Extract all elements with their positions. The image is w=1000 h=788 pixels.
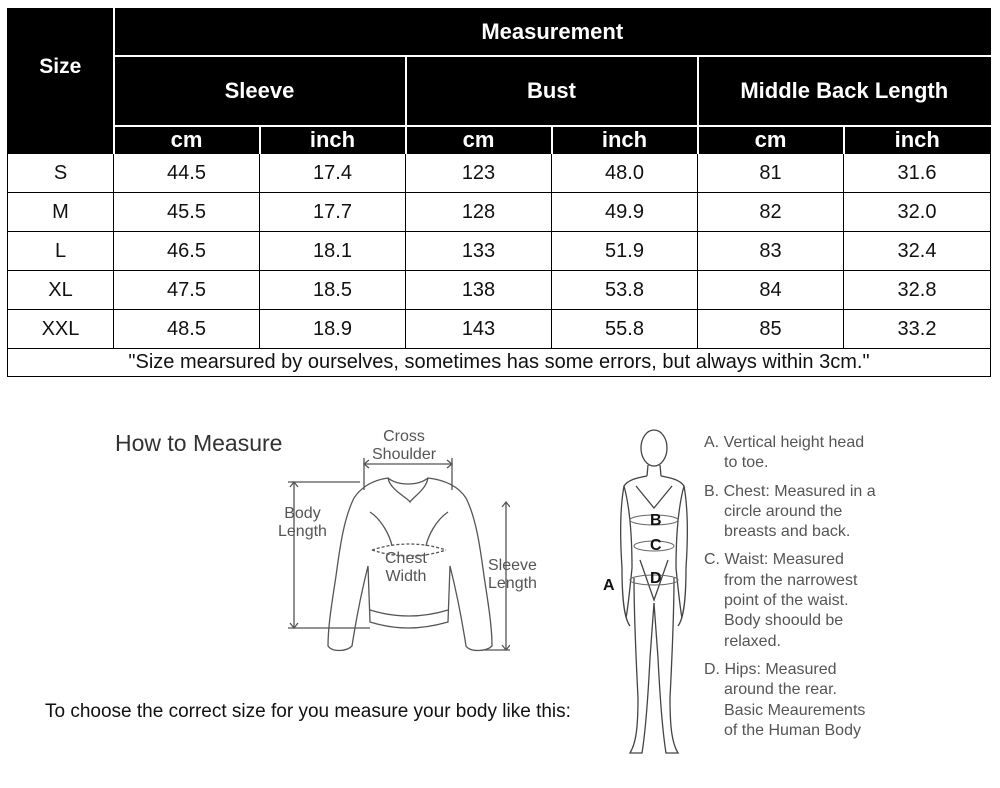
measurement-notes [704, 433, 994, 749]
cross-shoulder-label: Cross Shoulder [372, 428, 437, 463]
value-cell: 82 [698, 193, 844, 232]
size-chart-table [7, 8, 991, 377]
figure-letter-a: A [603, 577, 615, 594]
unit-header: cm [114, 126, 260, 154]
body-length-label: Body Length [278, 505, 327, 540]
size-cell: S [8, 154, 114, 193]
table-row [8, 193, 991, 232]
note-waist: C. Waist: Measured from the narrowest point of the waist. Body shoould be relaxed. [704, 551, 858, 650]
unit-header: inch [552, 126, 698, 154]
chest-width-label: Chest Width [385, 550, 427, 585]
unit-header: cm [698, 126, 844, 154]
size-cell: XXL [8, 310, 114, 349]
size-header: Size [8, 9, 114, 127]
value-cell: 143 [406, 310, 552, 349]
note-chest: B. Chest: Measured in a circle around the breasts and back. [704, 482, 876, 541]
note-hips: D. Hips: Measured around the rear. Basic Meaurements of the Human Body [704, 660, 866, 739]
sleeve-header: Sleeve [114, 56, 406, 126]
value-cell: 83 [698, 232, 844, 271]
back-length-header: Middle Back Length [698, 56, 991, 126]
figure-letter-d: D [650, 570, 662, 587]
measurement-header: Measurement [114, 9, 991, 57]
figure-letter-b: B [650, 512, 662, 529]
size-unit-blank [8, 126, 114, 154]
value-cell: 133 [406, 232, 552, 271]
value-cell: 49.9 [552, 193, 698, 232]
figure-letter-c: C [650, 537, 662, 554]
value-cell: 32.8 [844, 271, 991, 310]
value-cell: 48.5 [114, 310, 260, 349]
value-cell: 44.5 [114, 154, 260, 193]
value-cell: 85 [698, 310, 844, 349]
unit-header: cm [406, 126, 552, 154]
instruction-text: To choose the correct size for you measure your body like this: [45, 701, 571, 722]
unit-header: inch [260, 126, 406, 154]
value-cell: 33.2 [844, 310, 991, 349]
value-cell: 18.5 [260, 271, 406, 310]
bust-header: Bust [406, 56, 698, 126]
value-cell: 45.5 [114, 193, 260, 232]
table-row [8, 232, 991, 271]
value-cell: 18.9 [260, 310, 406, 349]
value-cell: 32.0 [844, 193, 991, 232]
body-figure-diagram [600, 428, 700, 763]
value-cell: 31.6 [844, 154, 991, 193]
size-cell: L [8, 232, 114, 271]
table-row [8, 271, 991, 310]
measurement-disclaimer: "Size mearsured by ourselves, sometimes has some errors, but always within 3cm." [8, 349, 991, 377]
value-cell: 128 [406, 193, 552, 232]
sleeve-length-label: Sleeve Length [488, 557, 537, 592]
value-cell: 51.9 [552, 232, 698, 271]
how-to-measure-title: How to Measure [115, 430, 283, 456]
value-cell: 48.0 [552, 154, 698, 193]
value-cell: 46.5 [114, 232, 260, 271]
value-cell: 32.4 [844, 232, 991, 271]
value-cell: 17.4 [260, 154, 406, 193]
size-cell: XL [8, 271, 114, 310]
table-row [8, 310, 991, 349]
unit-header: inch [844, 126, 991, 154]
note-vertical-height: A. Vertical height head to toe. [704, 434, 865, 472]
size-cell: M [8, 193, 114, 232]
value-cell: 138 [406, 271, 552, 310]
value-cell: 53.8 [552, 271, 698, 310]
value-cell: 47.5 [114, 271, 260, 310]
value-cell: 17.7 [260, 193, 406, 232]
table-row [8, 154, 991, 193]
value-cell: 55.8 [552, 310, 698, 349]
value-cell: 84 [698, 271, 844, 310]
value-cell: 123 [406, 154, 552, 193]
value-cell: 18.1 [260, 232, 406, 271]
value-cell: 81 [698, 154, 844, 193]
